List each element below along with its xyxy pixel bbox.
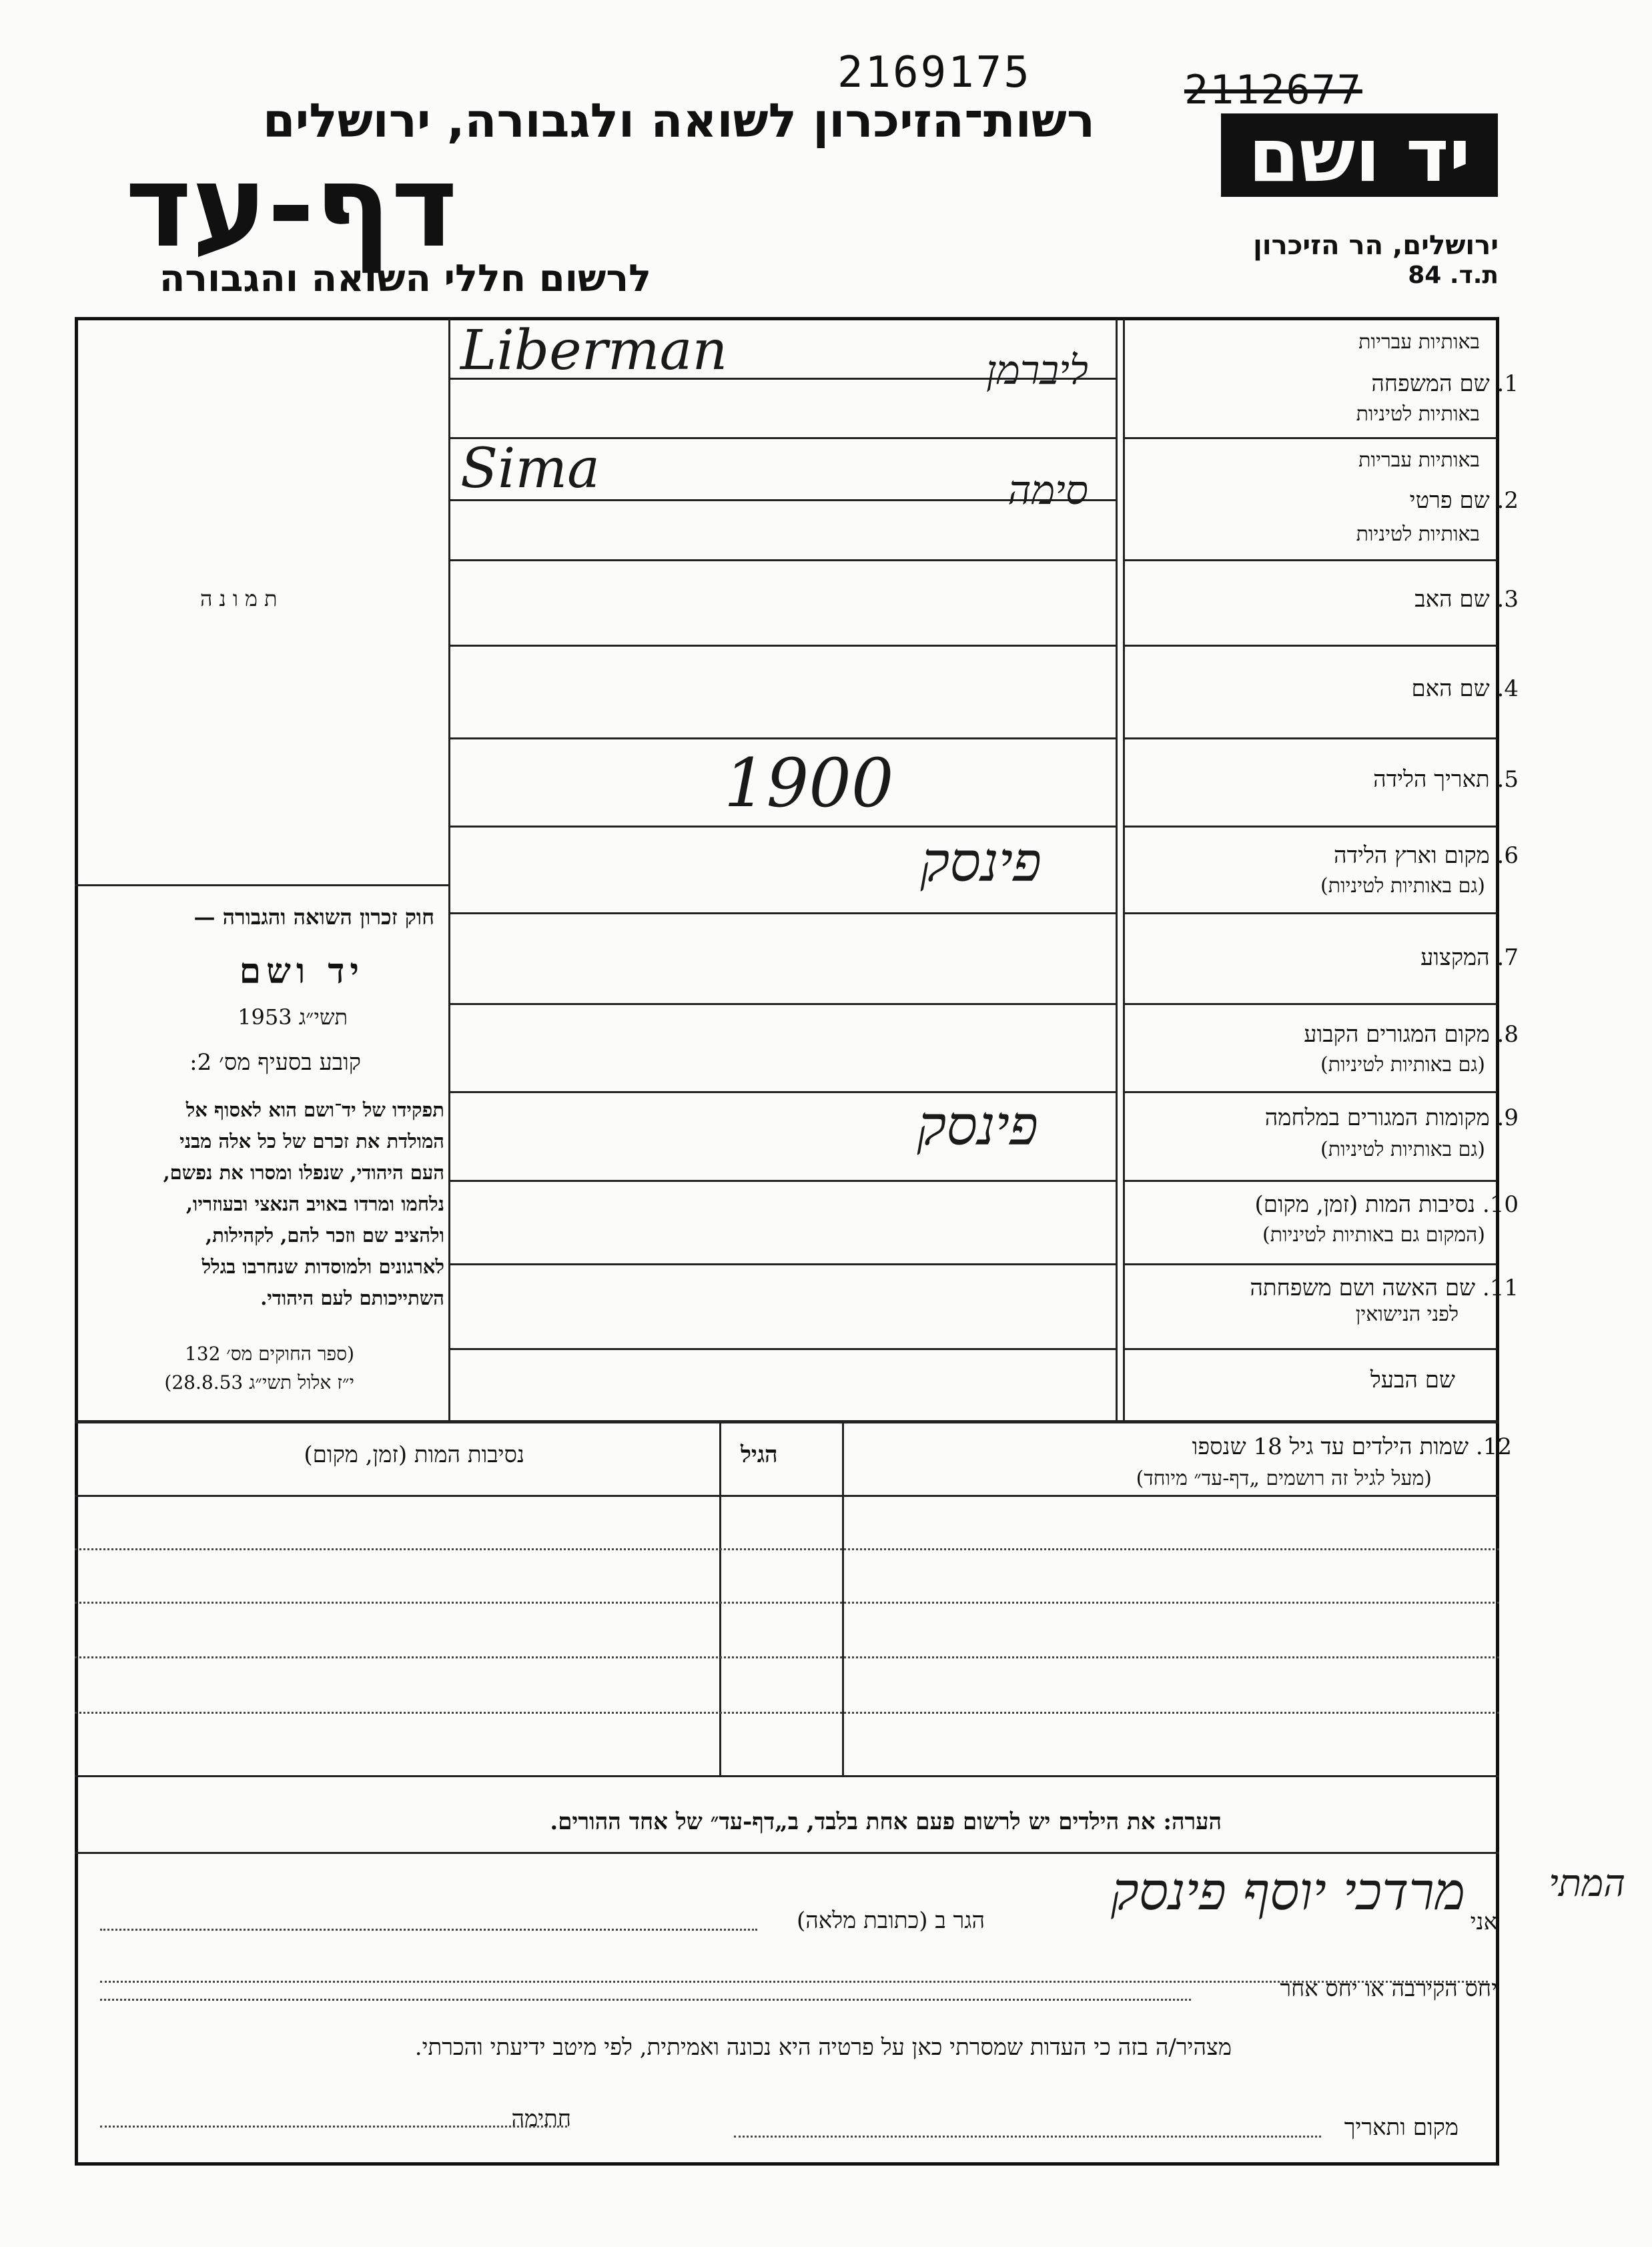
field-5-label: 5. תאריך הלידה xyxy=(1373,766,1519,793)
children-bottom-line xyxy=(75,1775,1499,1777)
authority-name: רשות־הזיכרון לשואה ולגבורה, ירושלים xyxy=(262,93,1095,148)
po-box: ת.ד. 84 xyxy=(1408,262,1499,289)
surname-hebrew-value: ליברמן xyxy=(985,347,1088,394)
row-sep xyxy=(1123,826,1497,828)
birth-year-value: 1900 xyxy=(724,744,894,822)
children-header-line xyxy=(75,1495,1499,1497)
residing-label: הגר ב (כתובת מלאה) xyxy=(796,1907,985,1934)
field-11-label: 11. שם האשה ושם משפחתה xyxy=(1250,1275,1519,1301)
declaration-text: מצהיר/ה בזה כי העדות שמסרתי כאן על פרטיה היא נכונה ואמיתית, לפי מיטב ידיעתי והכרתי. xyxy=(414,2034,1232,2061)
form-subtitle: לרשום חללי השואה והגבורה xyxy=(159,257,651,300)
field-1-sub-latin: באותיות לטיניות xyxy=(1356,402,1480,426)
field-6-label: 6. מקום וארץ הלידה xyxy=(1334,842,1519,869)
address-line: ירושלים, הר הזיכרון xyxy=(1253,230,1499,261)
row-sep xyxy=(1123,1180,1497,1182)
row-sep xyxy=(1123,559,1497,561)
children-age-header: הגיל xyxy=(741,1441,778,1468)
row-sep xyxy=(1123,1263,1497,1265)
place-date-line xyxy=(734,2136,1321,2138)
divider-photo xyxy=(448,319,450,1420)
field-2-sub-latin: באותיות לטיניות xyxy=(1356,523,1480,546)
photo-bottom-line xyxy=(75,884,450,886)
value-line xyxy=(448,826,1116,828)
field-10-label: 10. נסיבות המות (זמן, מקום) xyxy=(1254,1191,1519,1218)
row-sep xyxy=(1123,645,1497,647)
law-institution-name: יד ושם xyxy=(239,951,364,992)
field-8-sub: (גם באותיות לטיניות) xyxy=(1320,1053,1485,1076)
field-2-label: 2. שם פרטי xyxy=(1409,487,1519,514)
field-husband-label: שם הבעל xyxy=(1370,1367,1455,1393)
law-text: תפקידו של יד־ושם הוא לאסוף אל המולדת את זכרם של כל אלה מבני העם היהודי, שנפלו ומסרו את נפשם, נלחמו ומרדו באויב הנאצי ובעוזריו, ולהציב שם וזכר להם, לקהילות, לארגונים ולמוסדות שנחרבו בגלל השתייכותם לעם היהודי. xyxy=(163,1098,444,1309)
row-sep xyxy=(1123,1003,1497,1005)
photo-placeholder-label: תמונה xyxy=(200,586,284,611)
field-6-sub: (גם באותיות לטיניות) xyxy=(1320,874,1485,898)
field-1-sub-hebrew: באותיות עבריות xyxy=(1358,330,1480,354)
section-divider xyxy=(75,1420,1499,1423)
children-col-divider xyxy=(719,1420,721,1777)
wartime-residence-value: פינסק xyxy=(917,1094,1038,1158)
law-title: חוק זכרון השואה והגבורה — xyxy=(193,904,434,930)
signature-line xyxy=(100,2126,567,2128)
children-note: (מעל לגיל זה רושמים „דף-עד״ מיוחד) xyxy=(1136,1467,1432,1490)
children-row-line xyxy=(75,1712,1499,1714)
remark: הערה: את הילדים יש לרשום פעם אחת בלבד, ב„דף-עד״ של אחד ההורים. xyxy=(550,1809,1222,1835)
relation-label: יחס הקירבה או יחס אחר xyxy=(1280,1975,1497,2002)
children-death-header: נסיבות המות (זמן, מקום) xyxy=(304,1441,524,1468)
value-line xyxy=(448,1091,1116,1093)
value-line xyxy=(448,1348,1116,1350)
address-line xyxy=(100,1929,757,1931)
row-sep xyxy=(1123,437,1497,439)
remark-bottom-line xyxy=(75,1852,1499,1854)
value-line xyxy=(448,1180,1116,1182)
divider-values xyxy=(1116,319,1118,1420)
value-line xyxy=(448,1003,1116,1005)
value-line xyxy=(448,559,1116,561)
row-sep xyxy=(1123,737,1497,739)
field-9-label: 9. מקומות המגורים במלחמה xyxy=(1264,1104,1519,1131)
crossed-out-number: 2112677 xyxy=(1184,67,1362,113)
birthplace-value: פינסק xyxy=(920,831,1042,894)
value-line xyxy=(448,1263,1116,1265)
value-line xyxy=(448,645,1116,647)
surname-latin-value: Liberman xyxy=(460,319,728,382)
divider-labels xyxy=(1123,319,1125,1420)
law-reference-2: י״ז אלול תשי״ג 28.8.53) xyxy=(164,1371,354,1393)
yad-vashem-logo: יד ושם xyxy=(1221,113,1498,197)
value-line xyxy=(448,912,1116,914)
children-title: 12. שמות הילדים עד גיל 18 שנספו xyxy=(1192,1433,1512,1460)
declarant-name-handwritten: מרדכי יוסף פינסק xyxy=(1111,1862,1465,1922)
relation-line xyxy=(100,1999,1191,2001)
row-sep xyxy=(1123,912,1497,914)
field-3-label: 3. שם האב xyxy=(1414,586,1519,613)
declarant-name-prefix: המתי xyxy=(1549,1862,1625,1905)
row-sep xyxy=(1123,1348,1497,1350)
children-row-line xyxy=(75,1602,1499,1604)
field-9-sub: (גם באותיות לטיניות) xyxy=(1320,1138,1485,1161)
signature-label: חתימה xyxy=(511,2106,571,2132)
declarant-i-label: אני xyxy=(1470,1909,1497,1935)
law-section: קובע בסעיף מס׳ 2: xyxy=(189,1049,361,1076)
law-reference-1: (ספר החוקים מס׳ 132 xyxy=(184,1343,354,1365)
field-10-sub: (המקום גם באותיות לטיניות) xyxy=(1262,1223,1485,1247)
law-year: תשי״ג 1953 xyxy=(238,1004,348,1030)
row-sep xyxy=(1123,1091,1497,1093)
field-7-label: 7. המקצוע xyxy=(1420,944,1519,971)
document-number: 2169175 xyxy=(837,48,1031,97)
field-8-label: 8. מקום המגורים הקבוע xyxy=(1304,1021,1519,1048)
value-line xyxy=(448,737,1116,739)
field-1-label: 1. שם המשפחה xyxy=(1371,370,1519,397)
children-col-divider xyxy=(842,1420,844,1777)
field-11-sub: לפני הנישואין xyxy=(1355,1303,1459,1326)
firstname-latin-value: Sima xyxy=(460,437,600,501)
firstname-hebrew-value: סימה xyxy=(1007,467,1088,514)
form-title: דף-עד xyxy=(125,141,458,273)
place-date-label: מקום ותאריך xyxy=(1344,2114,1459,2141)
field-4-label: 4. שם האם xyxy=(1411,675,1519,702)
children-row-line xyxy=(75,1548,1499,1550)
field-2-sub-hebrew: באותיות עבריות xyxy=(1358,448,1480,472)
children-row-line xyxy=(75,1656,1499,1658)
